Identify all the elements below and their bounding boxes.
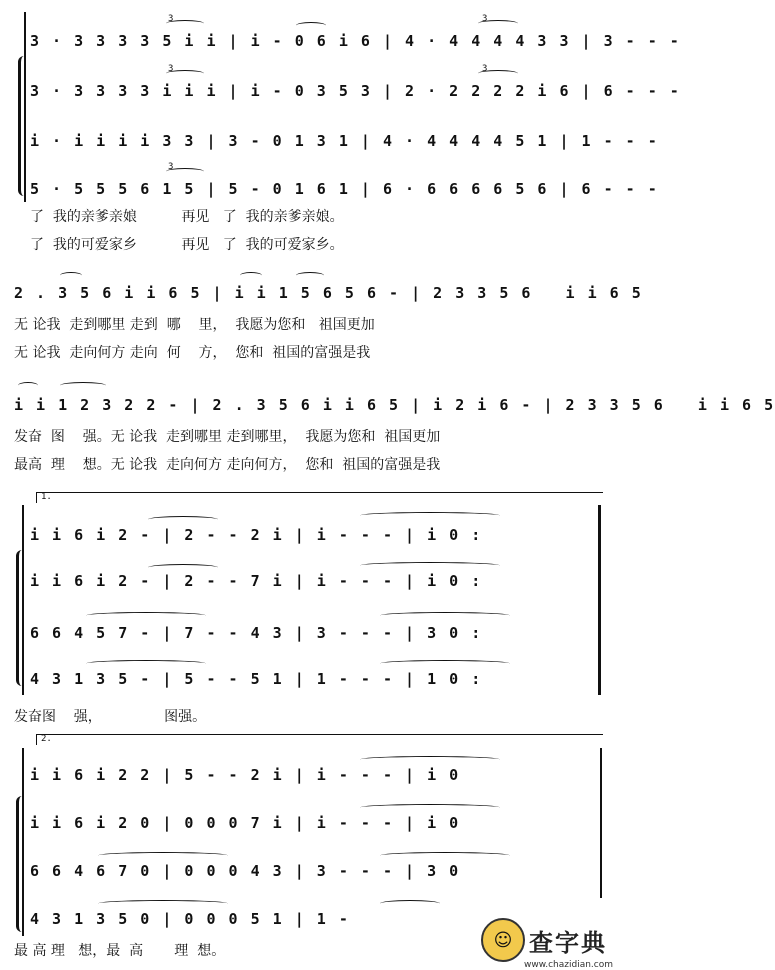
second-ending-bracket bbox=[36, 734, 603, 745]
lyric-line-5: 最 高 理 想，最 高 理 想。 bbox=[14, 943, 226, 959]
tie bbox=[380, 660, 510, 667]
ending-label: 2. bbox=[41, 734, 52, 744]
lyric-verse-2: 无 论我 走向何方 走向 何 方， 您和 祖国的富强是我 bbox=[14, 345, 371, 361]
repeat-end-barline bbox=[598, 505, 601, 695]
tie bbox=[98, 852, 228, 859]
slur bbox=[60, 382, 106, 389]
triplet-mark: 3 bbox=[168, 14, 174, 24]
tenor-line-1: i · i i i i 3 3 | 3 - 0 1 3 1 | 4 · 4 4 4 4 5 1 | 1 - - - bbox=[30, 132, 659, 150]
tenor-line-4: 6 6 4 5 7 - | 7 - - 4 3 | 3 - - - | 3 0 : bbox=[30, 624, 483, 642]
triplet-mark: 3 bbox=[482, 64, 488, 74]
soprano-line-1: 3 · 3 3 3 3 5 i i | i - 0 6 i 6 | 4 · 4 4 4 4 3 3 | 3 - - - bbox=[30, 32, 681, 50]
alto-line-5: i i 6 i 2 0 | 0 0 0 7 i | i - - - | i 0 bbox=[30, 814, 461, 832]
slur bbox=[478, 20, 518, 27]
tie bbox=[98, 900, 228, 907]
slur bbox=[166, 20, 204, 27]
soprano-line-5: i i 6 i 2 2 | 5 - - 2 i | i - - - | i 0 bbox=[30, 766, 461, 784]
tie bbox=[296, 22, 326, 29]
slur bbox=[296, 272, 324, 279]
tie bbox=[380, 852, 510, 859]
tie bbox=[380, 612, 510, 619]
triplet-mark: 3 bbox=[168, 162, 174, 172]
alto-line-4: i i 6 i 2 - | 2 - - 7 i | i - - - | i 0 : bbox=[30, 572, 483, 590]
tie bbox=[148, 564, 218, 571]
mascot-icon: ☺ bbox=[481, 918, 525, 962]
tie bbox=[86, 612, 206, 619]
slur bbox=[166, 70, 204, 77]
melody-line-2: 2 . 3 5 6 i i 6 5 | i i 1 5 6 5 6 - | 2 3 3 5 6 i i 6 5 bbox=[14, 284, 643, 302]
slur bbox=[166, 168, 204, 175]
tie bbox=[148, 516, 218, 523]
system-start-line bbox=[24, 12, 26, 202]
alto-line-1: 3 · 3 3 3 3 i i i | i - 0 3 5 3 | 2 · 2 2 2 2 i 6 | 6 - - - bbox=[30, 82, 681, 100]
lyric-verse-1: 无 论我 走到哪里 走到 哪 里， 我愿为您和 祖国更加 bbox=[14, 317, 375, 333]
lyric-line-4: 发奋图 强， 图强。 bbox=[14, 709, 207, 725]
bass-line-5: 4 3 1 3 5 0 | 0 0 0 5 1 | 1 - bbox=[30, 910, 350, 928]
bass-line-1: 5 · 5 5 5 6 1 5 | 5 - 0 1 6 1 | 6 · 6 6 6 6 5 6 | 6 - - - bbox=[30, 180, 659, 198]
melody-line-3: i i 1 2 3 2 2 - | 2 . 3 5 6 i i 6 5 | i 2 i 6 - | 2 3 3 5 6 i i 6 5 bbox=[14, 396, 775, 414]
lyric-verse-1: 了 我的亲爹亲娘 再见 了 我的亲爹亲娘。 bbox=[30, 209, 344, 225]
tie bbox=[360, 804, 500, 811]
tie bbox=[360, 512, 500, 519]
watermark-url: www.chazidian.com bbox=[523, 960, 613, 970]
slur bbox=[478, 70, 518, 77]
tie bbox=[380, 900, 440, 907]
first-ending-bracket bbox=[36, 492, 603, 503]
bass-line-4: 4 3 1 3 5 - | 5 - - 5 1 | 1 - - - | 1 0 : bbox=[30, 670, 483, 688]
system-start-line bbox=[22, 505, 24, 695]
slur bbox=[18, 382, 38, 389]
soprano-line-4: i i 6 i 2 - | 2 - - 2 i | i - - - | i 0 : bbox=[30, 526, 483, 544]
system-start-line bbox=[22, 748, 24, 936]
lyric-verse-1: 发奋 图 强。无 论我 走到哪里 走到哪里， 我愿为您和 祖国更加 bbox=[14, 429, 441, 445]
lyric-verse-2: 最高 理 想。无 论我 走向何方 走向何方， 您和 祖国的富强是我 bbox=[14, 457, 441, 473]
tenor-line-5: 6 6 4 6 7 0 | 0 0 0 4 3 | 3 - - - | 3 0 bbox=[30, 862, 461, 880]
tie bbox=[360, 562, 500, 569]
triplet-mark: 3 bbox=[168, 64, 174, 74]
tie bbox=[86, 660, 206, 667]
tie bbox=[360, 756, 500, 763]
watermark bbox=[481, 918, 607, 962]
watermark-title: 查字典 bbox=[529, 928, 607, 957]
final-barline bbox=[600, 748, 602, 898]
ending-label: 1. bbox=[41, 492, 52, 502]
lyric-verse-2: 了 我的可爱家乡 再见 了 我的可爱家乡。 bbox=[30, 237, 344, 253]
slur bbox=[240, 272, 262, 279]
triplet-mark: 3 bbox=[482, 14, 488, 24]
slur bbox=[60, 272, 82, 279]
